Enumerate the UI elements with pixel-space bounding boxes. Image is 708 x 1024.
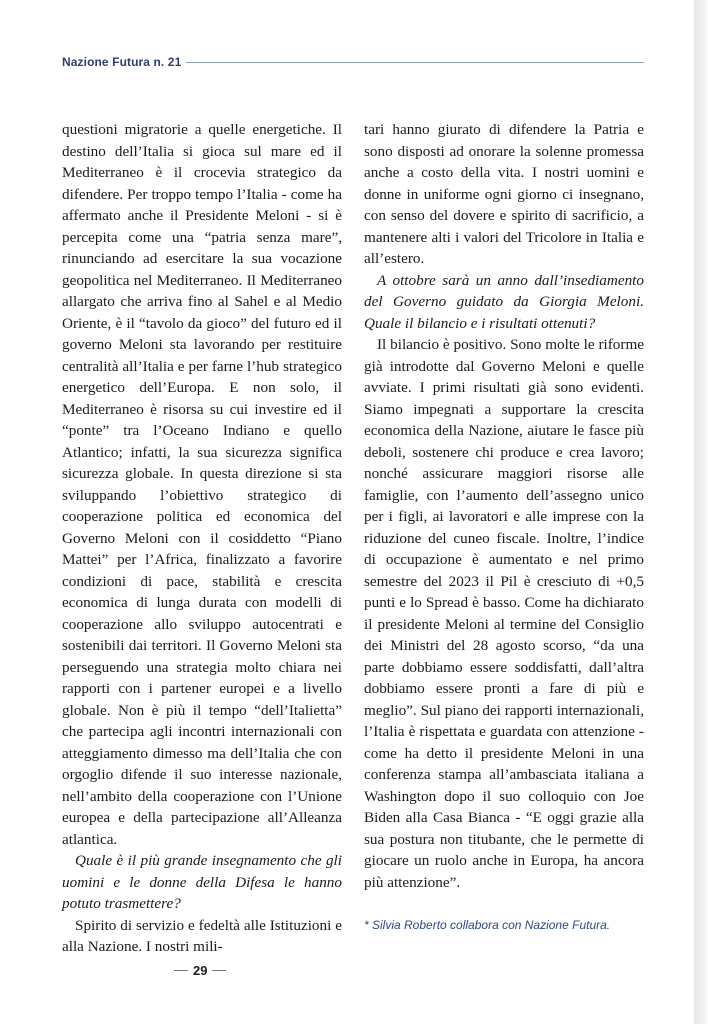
page-number-dash-right	[212, 970, 226, 971]
question-left: Quale è il più grande insegnamento che gli uomini e le donne della Difesa le hanno potuto trasmettere?	[62, 852, 342, 912]
paragraph-left-1: questioni migratorie a quelle energetiche. Il destino dell’Italia si gioca sul mare ed il Mediterraneo è il crocevia strategico da difendere. Per troppo tempo l’Italia - come ha affermato anche il Presidente Meloni - si è percepita come una “patria senza mare”, rinunciando ad esercitare la sua vocazione geopolitica nel Mediterraneo. Il Mediterraneo allargato che arriva fino al Sahel e al Medio Oriente, è il “tavolo da gioco” del futuro ed il governo Meloni sta lavorando per restituire centralità all’Italia e per farne l’hub strategico energetico dell’Europa. E non solo, il Mediterraneo è risorsa su cui investire ed il “ponte” tra l’Oceano Indiano e quello Atlantico; infatti, la sua sicurezza significa sicurezza globale. In questa direzione si sta sviluppando l’obiettivo strategico di cooperazione politica ed economica del Governo Meloni con il cosiddetto “Piano Mattei” per l’Africa, finalizzato a favorire condizioni di pace, stabilità e crescita economica di lunga durata con modelli di cooperazione allo sviluppo autocentrati e sostenibili dai territori. Il Governo Meloni sta perseguendo una strategia molto chiara nei rapporti con i partener europei e a livello globale. Non è più il tempo “dell’Italietta” che partecipa agli incontri internazionali con atteggiamento dimesso ma dell’Italia che con orgoglio difende il suo interesse nazionale, nell’ambito della cooperazione con l’Unione europea e della partecipazione all’Alleanza atlantica.	[62, 121, 342, 848]
paragraph-left-2: Spirito di servizio e fedeltà alle Istituzioni e alla Nazione. I nostri mili-	[62, 916, 342, 955]
question-right: A ottobre sarà un anno dall’insediamento del Governo guidato da Giorgia Meloni. Quale il bilancio e i risultati ottenuti?	[364, 271, 644, 332]
header-rule	[186, 62, 644, 63]
text-column-right	[364, 119, 644, 893]
text-column-left	[62, 119, 342, 958]
page-number-dash-left	[174, 970, 188, 971]
page-number	[174, 963, 226, 978]
author-footnote: * Silvia Roberto collabora con Nazione Futura.	[364, 918, 611, 932]
magazine-title: Nazione Futura n. 21	[62, 55, 182, 69]
page-number-value: 29	[193, 963, 208, 978]
paragraph-right-1: tari hanno giurato di difendere la Patria e sono disposti ad onorare la solenne promessa anche a costo della vita. I nostri uomini e donne in uniforme ogni giorno ci insegnano, con senso del dovere e spirito di sacrificio, a mantenere alti i valori del Tricolore in Italia e all’estero.	[364, 121, 644, 267]
page-edge-shadow	[694, 0, 708, 1024]
paragraph-right-2: Il bilancio è positivo. Sono molte le riforme già introdotte dal Governo Meloni e quelle avviate. I primi risultati già sono evidenti. Siamo impegnati a supportare la crescita economica della Nazione, aiutare le fasce più deboli, sostenere chi produce e crea lavoro; nonché assicurare maggiori risorse alle famiglie, con l’aumento dell’assegno unico per i figli, ai lavoratori e alle imprese con la riduzione del cuneo fiscale. Inoltre, l’indice di occupazione è aumentato e nel primo semestre del 2023 il Pil è cresciuto di +0,5 punti e lo Spread è basso. Come ha dichiarato il presidente Meloni al termine del Consiglio dei Ministri del 28 agosto scorso, “da una parte dobbiamo essere soddisfatti, dall’altra dobbiamo essere pronti a fare di più e meglio”. Sul piano dei rapporti internazionali, l’Italia è rispettata e guardata con attenzione - come ha detto il presidente Meloni in una conferenza stampa all’ambasciata italiana a Washington dopo il suo colloquio con Joe Biden alla Casa Bianca - “E oggi grazie alla sua postura non titubante, che le permette di giocare un ruolo anche in Europa, ha ancora più attenzione”.	[364, 336, 644, 891]
